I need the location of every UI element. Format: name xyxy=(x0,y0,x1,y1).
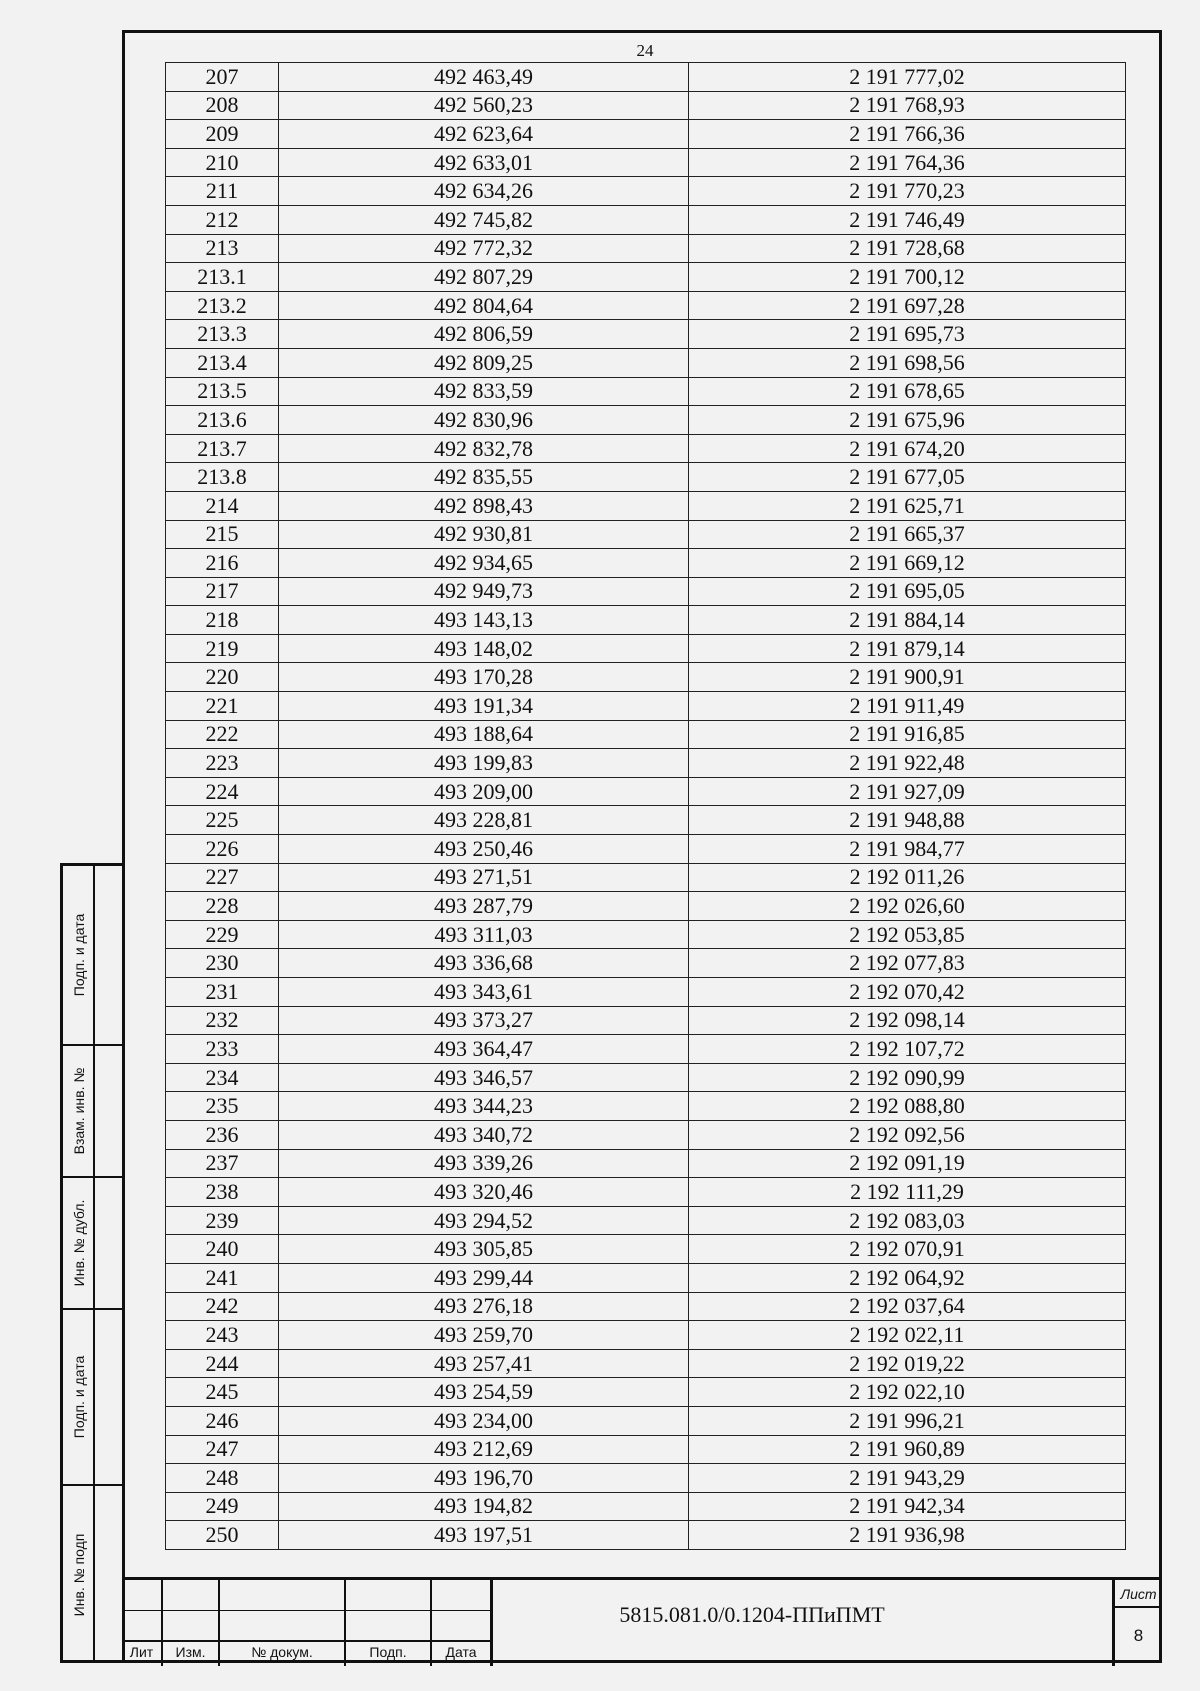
y-coordinate: 2 191 625,71 xyxy=(689,491,1126,520)
col-label-lit: Лит xyxy=(129,1644,154,1660)
y-coordinate: 2 192 092,56 xyxy=(689,1120,1126,1149)
x-coordinate: 493 250,46 xyxy=(279,835,689,864)
y-coordinate: 2 192 098,14 xyxy=(689,1006,1126,1035)
table-row xyxy=(166,806,1126,835)
table-row xyxy=(166,1235,1126,1264)
y-coordinate: 2 191 746,49 xyxy=(689,205,1126,234)
x-coordinate: 493 212,69 xyxy=(279,1435,689,1464)
x-coordinate: 492 835,55 xyxy=(279,463,689,492)
y-coordinate: 2 191 764,36 xyxy=(689,148,1126,177)
point-number: 213.7 xyxy=(166,434,279,463)
x-coordinate: 493 340,72 xyxy=(279,1120,689,1149)
col-label-doc-number: № докум. xyxy=(251,1644,313,1660)
x-coordinate: 493 259,70 xyxy=(279,1321,689,1350)
y-coordinate: 2 191 700,12 xyxy=(689,263,1126,292)
x-coordinate: 492 772,32 xyxy=(279,234,689,263)
x-coordinate: 492 623,64 xyxy=(279,120,689,149)
x-coordinate: 493 254,59 xyxy=(279,1378,689,1407)
point-number: 244 xyxy=(166,1349,279,1378)
side-cell-sign-date-1 xyxy=(63,866,122,1046)
x-coordinate: 492 949,73 xyxy=(279,577,689,606)
table-row xyxy=(166,291,1126,320)
table-row xyxy=(166,949,1126,978)
point-number: 219 xyxy=(166,634,279,663)
x-coordinate: 492 463,49 xyxy=(279,63,689,92)
y-coordinate: 2 191 698,56 xyxy=(689,348,1126,377)
point-number: 218 xyxy=(166,606,279,635)
table-row xyxy=(166,1464,1126,1493)
y-coordinate: 2 192 070,91 xyxy=(689,1235,1126,1264)
y-coordinate: 2 191 766,36 xyxy=(689,120,1126,149)
table-row xyxy=(166,749,1126,778)
x-coordinate: 493 346,57 xyxy=(279,1063,689,1092)
y-coordinate: 2 191 695,73 xyxy=(689,320,1126,349)
x-coordinate: 493 320,46 xyxy=(279,1178,689,1207)
point-number: 227 xyxy=(166,863,279,892)
table-row xyxy=(166,91,1126,120)
point-number: 246 xyxy=(166,1406,279,1435)
y-coordinate: 2 191 674,20 xyxy=(689,434,1126,463)
side-cell-sign-date-2 xyxy=(63,1310,122,1486)
point-number: 235 xyxy=(166,1092,279,1121)
point-number: 228 xyxy=(166,892,279,921)
point-number: 232 xyxy=(166,1006,279,1035)
x-coordinate: 493 257,41 xyxy=(279,1349,689,1378)
point-number: 230 xyxy=(166,949,279,978)
side-cell-dup-inv xyxy=(63,1178,122,1310)
title-block xyxy=(122,1577,1162,1663)
point-number: 215 xyxy=(166,520,279,549)
point-number: 233 xyxy=(166,1035,279,1064)
x-coordinate: 493 276,18 xyxy=(279,1292,689,1321)
x-coordinate: 492 807,29 xyxy=(279,263,689,292)
x-coordinate: 493 364,47 xyxy=(279,1035,689,1064)
y-coordinate: 2 191 936,98 xyxy=(689,1521,1126,1550)
y-coordinate: 2 191 927,09 xyxy=(689,777,1126,806)
x-coordinate: 493 191,34 xyxy=(279,692,689,721)
y-coordinate: 2 192 091,19 xyxy=(689,1149,1126,1178)
table-row xyxy=(166,1206,1126,1235)
table-row xyxy=(166,177,1126,206)
table-row xyxy=(166,1292,1126,1321)
table-row xyxy=(166,348,1126,377)
point-number: 208 xyxy=(166,91,279,120)
x-coordinate: 492 898,43 xyxy=(279,491,689,520)
point-number: 213.1 xyxy=(166,263,279,292)
point-number: 214 xyxy=(166,491,279,520)
x-coordinate: 492 930,81 xyxy=(279,520,689,549)
x-coordinate: 492 634,26 xyxy=(279,177,689,206)
y-coordinate: 2 192 022,11 xyxy=(689,1321,1126,1350)
point-number: 225 xyxy=(166,806,279,835)
table-row xyxy=(166,1149,1126,1178)
y-coordinate: 2 191 669,12 xyxy=(689,549,1126,578)
y-coordinate: 2 191 777,02 xyxy=(689,63,1126,92)
point-number: 239 xyxy=(166,1206,279,1235)
point-number: 247 xyxy=(166,1435,279,1464)
table-row xyxy=(166,148,1126,177)
point-number: 213.8 xyxy=(166,463,279,492)
x-coordinate: 493 294,52 xyxy=(279,1206,689,1235)
point-number: 245 xyxy=(166,1378,279,1407)
point-number: 249 xyxy=(166,1492,279,1521)
page-number: 24 xyxy=(636,41,654,60)
table-row xyxy=(166,1006,1126,1035)
table-row xyxy=(166,120,1126,149)
y-coordinate: 2 192 107,72 xyxy=(689,1035,1126,1064)
table-row xyxy=(166,1035,1126,1064)
x-coordinate: 493 199,83 xyxy=(279,749,689,778)
table-row xyxy=(166,549,1126,578)
point-number: 237 xyxy=(166,1149,279,1178)
x-coordinate: 492 633,01 xyxy=(279,148,689,177)
y-coordinate: 2 191 942,34 xyxy=(689,1492,1126,1521)
side-label: Инв. № подп xyxy=(71,1533,87,1616)
y-coordinate: 2 192 077,83 xyxy=(689,949,1126,978)
side-label: Подп. и дата xyxy=(71,1355,87,1439)
table-row xyxy=(166,1349,1126,1378)
table-row xyxy=(166,1406,1126,1435)
table-row xyxy=(166,777,1126,806)
x-coordinate: 492 804,64 xyxy=(279,291,689,320)
x-coordinate: 492 745,82 xyxy=(279,205,689,234)
x-coordinate: 493 299,44 xyxy=(279,1263,689,1292)
y-coordinate: 2 191 665,37 xyxy=(689,520,1126,549)
x-coordinate: 492 809,25 xyxy=(279,348,689,377)
y-coordinate: 2 191 770,23 xyxy=(689,177,1126,206)
table-row xyxy=(166,606,1126,635)
x-coordinate: 493 209,00 xyxy=(279,777,689,806)
y-coordinate: 2 192 053,85 xyxy=(689,920,1126,949)
point-number: 241 xyxy=(166,1263,279,1292)
sheet-number: 8 xyxy=(1133,1626,1144,1645)
x-coordinate: 493 311,03 xyxy=(279,920,689,949)
point-number: 209 xyxy=(166,120,279,149)
side-cell-orig-inv xyxy=(63,1486,122,1663)
point-number: 213.5 xyxy=(166,377,279,406)
y-coordinate: 2 192 090,99 xyxy=(689,1063,1126,1092)
point-number: 223 xyxy=(166,749,279,778)
table-row xyxy=(166,1120,1126,1149)
point-number: 217 xyxy=(166,577,279,606)
y-coordinate: 2 191 948,88 xyxy=(689,806,1126,835)
table-row xyxy=(166,577,1126,606)
document-code: 5815.081.0/0.1204-ППиПМТ xyxy=(619,1602,885,1627)
y-coordinate: 2 192 064,92 xyxy=(689,1263,1126,1292)
point-number: 242 xyxy=(166,1292,279,1321)
table-row xyxy=(166,978,1126,1007)
x-coordinate: 492 806,59 xyxy=(279,320,689,349)
point-number: 243 xyxy=(166,1321,279,1350)
x-coordinate: 493 271,51 xyxy=(279,863,689,892)
side-label: Подп. и дата xyxy=(71,913,87,997)
table-row xyxy=(166,320,1126,349)
x-coordinate: 493 148,02 xyxy=(279,634,689,663)
x-coordinate: 493 188,64 xyxy=(279,720,689,749)
x-coordinate: 493 228,81 xyxy=(279,806,689,835)
y-coordinate: 2 191 984,77 xyxy=(689,835,1126,864)
point-number: 234 xyxy=(166,1063,279,1092)
x-coordinate: 493 170,28 xyxy=(279,663,689,692)
col-label-change: Изм. xyxy=(175,1644,206,1660)
x-coordinate: 493 339,26 xyxy=(279,1149,689,1178)
y-coordinate: 2 192 037,64 xyxy=(689,1292,1126,1321)
x-coordinate: 493 234,00 xyxy=(279,1406,689,1435)
x-coordinate: 493 196,70 xyxy=(279,1464,689,1493)
table-row xyxy=(166,491,1126,520)
point-number: 213.3 xyxy=(166,320,279,349)
col-label-date: Дата xyxy=(445,1644,477,1660)
y-coordinate: 2 191 916,85 xyxy=(689,720,1126,749)
sheet-label: Лист xyxy=(1120,1586,1157,1602)
col-label-signature: Подп. xyxy=(369,1644,407,1660)
x-coordinate: 493 344,23 xyxy=(279,1092,689,1121)
x-coordinate: 492 832,78 xyxy=(279,434,689,463)
table-row xyxy=(166,692,1126,721)
y-coordinate: 2 191 911,49 xyxy=(689,692,1126,721)
point-number: 216 xyxy=(166,549,279,578)
side-label: Взам. инв. № xyxy=(71,1067,87,1155)
table-row xyxy=(166,1178,1126,1207)
y-coordinate: 2 192 088,80 xyxy=(689,1092,1126,1121)
y-coordinate: 2 191 677,05 xyxy=(689,463,1126,492)
table-row xyxy=(166,1321,1126,1350)
table-row xyxy=(166,1092,1126,1121)
y-coordinate: 2 191 879,14 xyxy=(689,634,1126,663)
table-row xyxy=(166,1063,1126,1092)
y-coordinate: 2 192 083,03 xyxy=(689,1206,1126,1235)
y-coordinate: 2 192 026,60 xyxy=(689,892,1126,921)
x-coordinate: 493 305,85 xyxy=(279,1235,689,1264)
x-coordinate: 493 343,61 xyxy=(279,978,689,1007)
x-coordinate: 492 560,23 xyxy=(279,91,689,120)
point-number: 213.6 xyxy=(166,406,279,435)
table-row xyxy=(166,463,1126,492)
y-coordinate: 2 192 011,26 xyxy=(689,863,1126,892)
point-number: 211 xyxy=(166,177,279,206)
point-number: 236 xyxy=(166,1120,279,1149)
y-coordinate: 2 191 728,68 xyxy=(689,234,1126,263)
table-row xyxy=(166,634,1126,663)
y-coordinate: 2 191 960,89 xyxy=(689,1435,1126,1464)
table-row xyxy=(166,520,1126,549)
y-coordinate: 2 191 996,21 xyxy=(689,1406,1126,1435)
x-coordinate: 493 373,27 xyxy=(279,1006,689,1035)
table-row xyxy=(166,377,1126,406)
table-row xyxy=(166,920,1126,949)
y-coordinate: 2 192 111,29 xyxy=(689,1178,1126,1207)
table-row xyxy=(166,406,1126,435)
y-coordinate: 2 192 019,22 xyxy=(689,1349,1126,1378)
x-coordinate: 492 934,65 xyxy=(279,549,689,578)
table-row xyxy=(166,1378,1126,1407)
x-coordinate: 493 194,82 xyxy=(279,1492,689,1521)
x-coordinate: 493 197,51 xyxy=(279,1521,689,1550)
table-row xyxy=(166,892,1126,921)
side-stamp xyxy=(60,863,122,1663)
point-number: 231 xyxy=(166,978,279,1007)
x-coordinate: 492 833,59 xyxy=(279,377,689,406)
coordinates-table xyxy=(165,62,1126,1550)
y-coordinate: 2 192 022,10 xyxy=(689,1378,1126,1407)
table-row xyxy=(166,205,1126,234)
point-number: 207 xyxy=(166,63,279,92)
table-row xyxy=(166,434,1126,463)
point-number: 240 xyxy=(166,1235,279,1264)
y-coordinate: 2 191 678,65 xyxy=(689,377,1126,406)
point-number: 238 xyxy=(166,1178,279,1207)
table-row xyxy=(166,863,1126,892)
table-row xyxy=(166,263,1126,292)
y-coordinate: 2 191 675,96 xyxy=(689,406,1126,435)
y-coordinate: 2 191 884,14 xyxy=(689,606,1126,635)
point-number: 250 xyxy=(166,1521,279,1550)
y-coordinate: 2 191 768,93 xyxy=(689,91,1126,120)
x-coordinate: 493 336,68 xyxy=(279,949,689,978)
point-number: 229 xyxy=(166,920,279,949)
y-coordinate: 2 191 900,91 xyxy=(689,663,1126,692)
table-row xyxy=(166,234,1126,263)
point-number: 226 xyxy=(166,835,279,864)
x-coordinate: 493 287,79 xyxy=(279,892,689,921)
y-coordinate: 2 191 697,28 xyxy=(689,291,1126,320)
point-number: 213 xyxy=(166,234,279,263)
table-row xyxy=(166,1521,1126,1550)
x-coordinate: 493 143,13 xyxy=(279,606,689,635)
y-coordinate: 2 192 070,42 xyxy=(689,978,1126,1007)
side-cell-replace-inv xyxy=(63,1046,122,1178)
table-row xyxy=(166,1435,1126,1464)
point-number: 222 xyxy=(166,720,279,749)
point-number: 213.2 xyxy=(166,291,279,320)
point-number: 224 xyxy=(166,777,279,806)
table-row xyxy=(166,1263,1126,1292)
x-coordinate: 492 830,96 xyxy=(279,406,689,435)
table-row xyxy=(166,663,1126,692)
point-number: 221 xyxy=(166,692,279,721)
point-number: 213.4 xyxy=(166,348,279,377)
y-coordinate: 2 191 922,48 xyxy=(689,749,1126,778)
y-coordinate: 2 191 943,29 xyxy=(689,1464,1126,1493)
table-row xyxy=(166,720,1126,749)
side-label: Инв. № дубл. xyxy=(71,1199,87,1287)
point-number: 210 xyxy=(166,148,279,177)
table-row xyxy=(166,835,1126,864)
table-row xyxy=(166,63,1126,92)
point-number: 220 xyxy=(166,663,279,692)
y-coordinate: 2 191 695,05 xyxy=(689,577,1126,606)
point-number: 248 xyxy=(166,1464,279,1493)
table-row xyxy=(166,1492,1126,1521)
point-number: 212 xyxy=(166,205,279,234)
